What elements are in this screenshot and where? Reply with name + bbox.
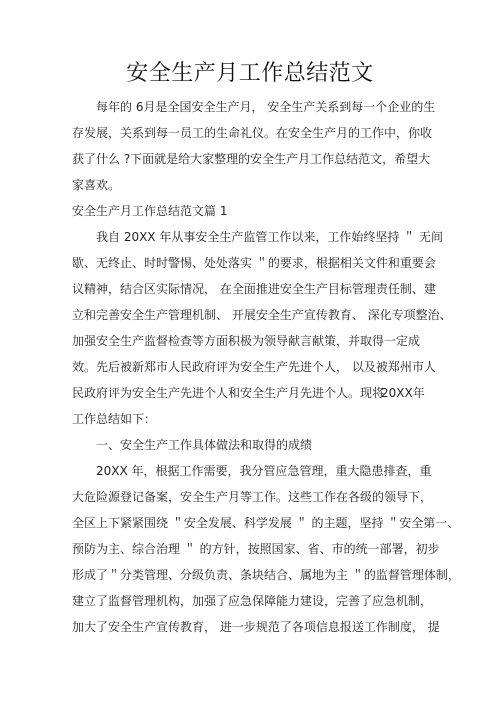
paragraph-line: 效。先后被新郑市人民政府评为安全生产先进个人， 以及被郑州市人 (72, 360, 436, 374)
paragraph-line: 我自 20XX 年从事安全生产监管工作以来，工作始终坚持 ＂ 无间 (96, 230, 443, 244)
paragraph-line: 立和完善安全生产管理机制、 开展安全生产宣传教育、 深化专项整治、 (72, 308, 452, 322)
paragraph-line: 形成了＂分类管理、分级负责、条块结合、属地为主 ＂的监督管理体制， (72, 568, 460, 582)
paragraph-line: 存发展，关系到每一员工的生命礼仪。在安全生产月的工作中，你收 (72, 126, 433, 140)
paragraph-line: 每年的 6月是全国安全生产月， 安全生产关系到每一个企业的生 (96, 100, 436, 114)
paragraph-line: 议精神，结合区实际情况， 在全面推进安全生产目标管理责任制、建 (72, 282, 436, 296)
paragraph-line: 全区上下紧紧围绕 ＂安全发展、科学发展 ＂ 的主题，坚持 ＂安全第一、 (72, 516, 460, 530)
section-heading: 一、安全生产工作具体做法和取得的成绩 (96, 438, 313, 452)
paragraph-line: 民政府评为安全生产先进个人和安全生产月先进个人。现将 (72, 386, 385, 400)
paragraph-line: 20XX 年，根据工作需要，我分管应急管理，重大隐患排查，重 (96, 464, 432, 478)
paragraph-line: 歇、无终止、时时警惕、处处落实 ＂的要求，根据相关文件和重要会 (72, 256, 436, 270)
paragraph-line: 预防为主、综合治理 ＂ 的方针，按照国家、省、市的统一部署，初步 (72, 542, 440, 556)
paragraph-line: 工作总结如下： (72, 412, 157, 426)
paragraph-line: 建立了监督管理机构，加强了应急保障能力建设，完善了应急机制， (72, 594, 433, 608)
section-heading: 安全生产月工作总结范文篇 1 (72, 204, 228, 218)
paragraph-line: 加强安全生产监督检查等方面积极为领导献言献策，并取得一定成 (72, 334, 421, 348)
paragraph-line-year: 20XX年 (381, 386, 425, 400)
paragraph-line: 加大了安全生产宣传教育， 进一步规范了各项信息报送工作制度， 提 (72, 620, 440, 634)
paragraph-line: 家喜欢。 (72, 178, 121, 192)
paragraph-line: 获了什么 ?下面就是给大家整理的安全生产月工作总结范文，希望大 (72, 152, 431, 166)
document-title: 安全生产月工作总结范文 (126, 61, 374, 86)
paragraph-line: 大危险源登记备案，安全生产月等工作。这些工作在各级的领导下， (72, 490, 433, 504)
